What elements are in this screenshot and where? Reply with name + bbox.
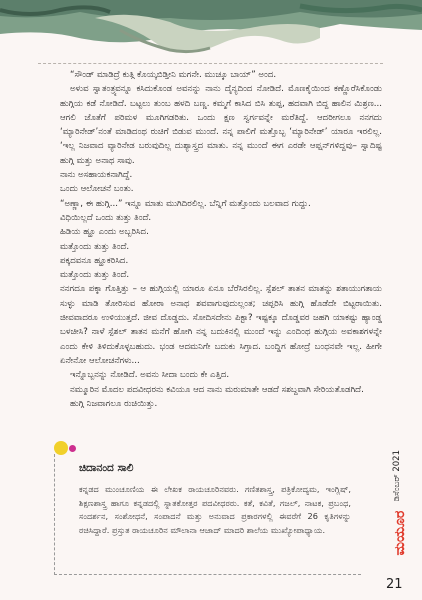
paragraph: ಹುಗ್ಗಿ ನಿಜವಾಗಲೂ ರುಚಿಯಿತ್ತು. [70, 398, 158, 409]
paragraph: ನನಗದೂ ಪಕ್ಕಾ ಗೊತ್ತಿತ್ತು – ಆ ಹುಗ್ಗಿಯಲ್ಲಿ ಯಾರೂ ಏನೂ ಬೆರೆಸಿರಲಿಲ್ಲ. ಸ್ಪೆಶಲ್ ತಾತನ ಮಾತನ್ನು ಶತಾಯುಗತಾಯ ಸುಳ್ಳು ಮಾಡಿ ತೋರಿಸುವ ಹೋರಾ ಅನಾಥ ಶವವಾಗುವುದುಲ್ಲಂತ; ಚಪ್ಪರಿಸಿ ಹುಗ್ಗಿ ಹೊಡೆದೇ ಬಿಟ್ಟರಾಯಿತು. ಜೀವವಾದರೂ ಉಳಿಯುತ್ತದೆ. ಜೀವ ದೊಡ್ಡದು. ಸೋದಿಸದೇನು ಪಿಕ್ಟಾ? ಇಷ್ಟಕ್ಕೂ ದೊಡ್ಡವರ ಜಹಗಿ ಯಾಕಷ್ಟು ಹ್ಯಾಂಡ್ಡ ಬಳಚೀಸಿ? ನಾಳೆ ಸ್ಪೆಶಲ್ ತಾತನ ಮನೆಗೆ ಹೋಗಿ ನನ್ನ ಬದುಕಿನಲ್ಲಿ ಮುಂದೆ ಇನ್ನು ಎಂದಿಂಥ ಹುಗ್ಗಿಯ ಅವಕಾಶಗಳನ್ನೇ ಎಂದು ಕೇಳಿ ತಿಳಿದುಕೊಳ್ಳಬಹುದು. ಭಂಡ ಆದಮನಿಗೇ ಬದುಕು ಸಿಗ್ತಾದ. ಬಂದ್ಡಿಗ ಹೋದ್ರೆ ಬಂಧನವೇ ಇಲ್ಲ. ಹೀಗೇ ಏನೇನೋ ಆಲೋಚನೆಗಳು... [60, 284, 382, 366]
paragraph: ನಾನು ಅಸಹಾಯಕನಾಗಿದ್ದೆ. [60, 170, 133, 181]
issue-month: ಡಿಸೆಂಬರ್ 2021 [392, 450, 402, 502]
author-bio-text: ಕನ್ನಡದ ಮುಂಚೂಣಿಯ ಈ ಲೇಖಕ ರಾಯಚೂರಿನವರು. ಗಣಿತಶಾಸ್ತ್ರ, ಪತ್ರಿಕೋದ್ಯಮ, ಇಂಗ್ಲಿಷ್, ಶಿಕ್ಷಣಶಾಸ್ತ್ರ ಹಾಗೂ ಕನ್ನಡದಲ್ಲಿ ಸ್ನಾತಕೋತ್ತರ ಪದವೀಧರರು. ಕತೆ, ಕವಿತೆ, ಗಜಲ್, ನಾಟಕ, ಪ್ರಬಂಧ, ಸಂದರ್ಶನ, ಸಂಶೋಧನೆ, ಸಂಪಾದನೆ ಮತ್ತು ಅನುವಾದ ಪ್ರಕಾರಗಳಲ್ಲಿ ಈವರೆಗೆ 26 ಕೃತಿಗಳನ್ನು ರಚಿಸಿದ್ದಾರೆ. ಪ್ರಸ್ತುತ ರಾಯಚೂರಿನ ಮೌಲಾನಾ ಆಜಾದ್ ಮಾದರಿ ಶಾಲೆಯ ಮುಖ್ಯೋಪಾಧ್ಯಾಯ. [79, 484, 351, 535]
paragraph: ಪಕ್ಕದವನೂ ಹ್ಹೂಕರಿಸಿದ. [60, 255, 129, 266]
page-number: 21 [386, 577, 403, 592]
yellow-dot-icon [54, 441, 68, 455]
author-name: ಚಿದಾನಂದ ಸಾಲಿ [79, 462, 134, 474]
section-divider [38, 63, 383, 64]
magazine-logo [388, 502, 412, 564]
svg-text:ಮಯೂರ: ಮಯೂರ [392, 510, 408, 556]
paragraph: ನಮ್ಮೂರಿನ ಮೊದಲ ಪದವೀಧರನು ಕವಿಯೂ ಆದ ನಾನು ಮರುಮಾತೇ ಆಡದೆ ಸಶಬ್ದವಾಗಿ ಸೇರಿಯತೊಡಗಿದೆ. [70, 384, 364, 395]
paragraph: “ಅಣ್ಣಾ, ಈ ಹುಗ್ಗಿ...” ಇನ್ನೂ ಮಾತು ಮುಗಿದಿರಲಿಲ್ಲ. ಬೆನ್ನಿಗೆ ಮತ್ತೊಂದು ಬಲವಾದ ಗುದ್ದು. [60, 198, 311, 209]
paragraph: ಒಂದು ಆಲೋಚನೆ ಬಂತು. [60, 184, 134, 195]
paragraph: ಮತ್ತೊಂದು ತುತ್ತು ತಿಂದೆ. [60, 270, 130, 281]
header-painting [0, 0, 422, 62]
story-body [60, 68, 382, 411]
paragraph: ಹಿಡಿಯ ಹ್ಹೂ ಎಂದು ಅಬ್ಬರಿಸಿದ. [60, 227, 149, 238]
paragraph: “ಸೌಂಡ್ ಮಾಡಿದ್ರೆ ಕುತ್ಗಿ ಕೊಯ್ಕಬಿಡ್ತೀನಿ ಮಗನೇ. ಮುಚ್ಕೂ ಬಾಯ್” ಅಂದ. [70, 70, 277, 80]
paragraph: ವಿಧಿಯಿಲ್ಲದೆ ಒಂದು ತುತ್ತು ತಿಂದೆ. [60, 212, 152, 223]
author-bio-box [54, 454, 361, 575]
magenta-dot-icon [69, 445, 76, 452]
paragraph: ಇನ್ನೊಬ್ಬನನ್ನು ನೋಡಿದೆ. ಅವನು ಸೀದಾ ಬಂದು ಕೇ ಎತ್ತಿದ. [70, 370, 230, 381]
decorative-dots [54, 441, 90, 455]
paragraph: ಮತ್ತೊಂದು ತುತ್ತು ತಿಂದೆ. [60, 241, 130, 252]
paragraph: ಅಳುವ ಸ್ವಾತಂತ್ರ್ಯವನ್ನೂ ಕಸಿದುಕೊಂಡ ಅವನನ್ನು ನಾನು ದೈನ್ಯದಿಂದ ನೋಡಿದೆ. ಮೊಣಕೈಯಿಂದ ಕಣ್ಣೊರೆಸಿಕೊಂಡು ಹುಗ್ಗಿಯ ಕಡೆ ನೋಡಿದೆ. ಬಟ್ಟಲು ತುಂಬ ಹಳದಿ ಬಣ್ಣ. ಕಮ್ಮಗೆ ಕಾಸಿದ ಬಿಸಿ ತುಪ್ಪ, ಹದವಾಗಿ ಬಿದ್ದ ಹಾಲಿನ ಮಿಶ್ರಣ... ಆಗಲಿ ಜೊತೆಗೆ ಪರಿಮಳ ಮೂಗಿಗಡರಿತು. ಒಂದು ಕ್ಷಣ ಸ್ವರ್ಗವನ್ನೇ ಮರೆತಿದ್ದೆ. ಆದರೀಗಲೂ ನನಗದು ‘ಮ್ಯಾರಿನೇಡ್’ನಂತೆ ಮಾಡಿದಂಥ ರುಚಿಗೆ ಬಿಡುವ ಮುಂದೆ. ನನ್ನ ಪಾಲಿಗೆ ಮತ್ತೊಬ್ಬ ‘ಮ್ಯಾರಿನೇಡ್’ ಯಾರೂ ಇರಲಿಲ್ಲ. ‘ಇಲ್ಲ ನಿಜವಾದ ವ್ಯಾರಿನೇಡ ಬರುವುದಿಲ್ಲ ದುಶ್ಯಾಸ್ತ್ರದ ಮಾತು. ನನ್ನ ಮುಂದೆ ಈಗ ಎರಡೇ ಆಪ್ಷನ್‌ಗಳಿದ್ದವು– ಸ್ವಾದಿಷ್ಟ ಹುಗ್ಗಿ ಮತ್ತು ಅನಾಥ ಸಾವು. [60, 84, 382, 166]
